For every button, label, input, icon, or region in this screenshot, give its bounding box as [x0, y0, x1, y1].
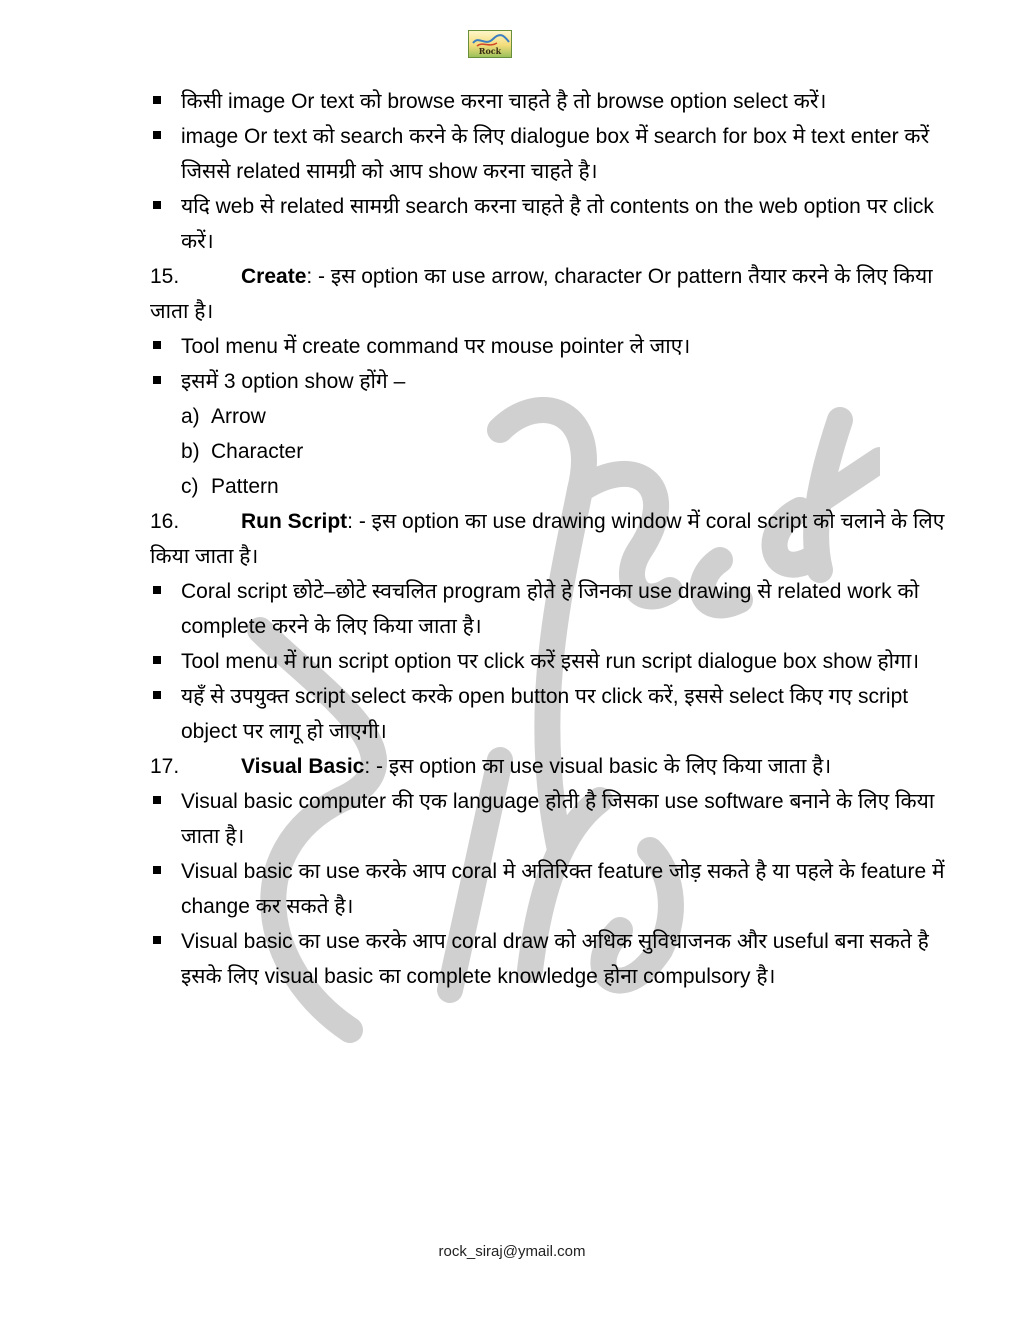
sub-list-item — [150, 399, 965, 434]
bullet-text: इसमें 3 option show होंगे – — [181, 370, 406, 393]
section-heading — [150, 259, 965, 329]
sub-list-letter: c) — [181, 475, 199, 498]
sub-list-text: Character — [211, 440, 304, 463]
bullet-square-icon — [153, 656, 161, 664]
bullet-text: image Or text को search करने के लिए dialogue box में search for box मे text enter करें जिससे related सामग्री को आप show करना चाहते है। — [181, 125, 930, 183]
logo-text: Rock — [478, 46, 502, 56]
bullet-square-icon — [153, 96, 161, 104]
sub-list-item — [150, 469, 965, 504]
section-heading — [150, 749, 965, 784]
document-body — [150, 84, 965, 994]
bullet-text: किसी image Or text को browse करना चाहते है तो browse option select करें। — [181, 90, 827, 113]
bullet-square-icon — [153, 691, 161, 699]
section-title: Run Script — [241, 510, 348, 533]
bullet-text: यहॅं से उपयुक्त script select करके open button पर click करें, इससे select किए गए script object पर लागू हो जाएगी। — [181, 685, 909, 743]
bullet-text: Visual basic का use करके आप coral मे अतिरिक्त feature जोड़ सकते है या पहले के feature में change कर सकते है। — [181, 860, 945, 918]
bullet-item — [150, 364, 965, 399]
bullet-square-icon — [153, 341, 161, 349]
bullet-text: Tool menu में create command पर mouse pointer ले जाए। — [181, 335, 691, 358]
section-description: : - इस option का use drawing window में coral script को चलाने के लिए किया जाता है। — [150, 510, 945, 568]
bullet-item — [150, 784, 965, 854]
sub-list-text: Pattern — [211, 475, 279, 498]
logo — [468, 30, 512, 58]
bullet-text: Coral script छोटे–छोटे स्वचलित program होते हे जिनका use drawing से related work को complete करने के लिए किया जाता है। — [181, 580, 920, 638]
bullet-square-icon — [153, 796, 161, 804]
bullet-item — [150, 119, 965, 189]
sub-list-text: Arrow — [211, 405, 266, 428]
bullet-item — [150, 644, 965, 679]
bullet-square-icon — [153, 376, 161, 384]
bullet-item — [150, 679, 965, 749]
section-number: 16. — [150, 510, 180, 533]
bullet-square-icon — [153, 936, 161, 944]
bullet-item — [150, 924, 965, 994]
sub-list-letter: b) — [181, 440, 200, 463]
footer-email: rock_siraj@ymail.com — [438, 1243, 586, 1260]
bullet-item — [150, 854, 965, 924]
section-number: 17. — [150, 755, 180, 778]
sub-list-item — [150, 434, 965, 469]
section-title: Create — [241, 265, 307, 288]
bullet-text: Tool menu में run script option पर click करें इससे run script dialogue box show होगा। — [181, 650, 920, 673]
bullet-square-icon — [153, 586, 161, 594]
section-heading — [150, 504, 965, 574]
section-description: : - इस option का use arrow, character Or pattern तैयार करने के लिए किया जाता है। — [150, 265, 933, 323]
bullet-text: Visual basic computer की एक language होती है जिसका use software बनाने के लिए किया जाता है। — [181, 790, 935, 848]
section-number: 15. — [150, 265, 180, 288]
bullet-item — [150, 189, 965, 259]
section-title: Visual Basic — [241, 755, 365, 778]
bullet-text: यदि web से related सामग्री search करना चाहते है तो contents on the web option पर click करें। — [181, 195, 934, 253]
bullet-square-icon — [153, 866, 161, 874]
sub-list-letter: a) — [181, 405, 200, 428]
bullet-text: Visual basic का use करके आप coral draw को अधिक सुविधाजनक और useful बना सकते है इसके लिए visual basic का complete knowledge होना compulsory है। — [181, 930, 929, 988]
bullet-square-icon — [153, 131, 161, 139]
bullet-item — [150, 574, 965, 644]
bullet-square-icon — [153, 201, 161, 209]
bullet-item — [150, 84, 965, 119]
bullet-item — [150, 329, 965, 364]
section-description: : - इस option का use visual basic के लिए किया जाता है। — [364, 755, 832, 778]
